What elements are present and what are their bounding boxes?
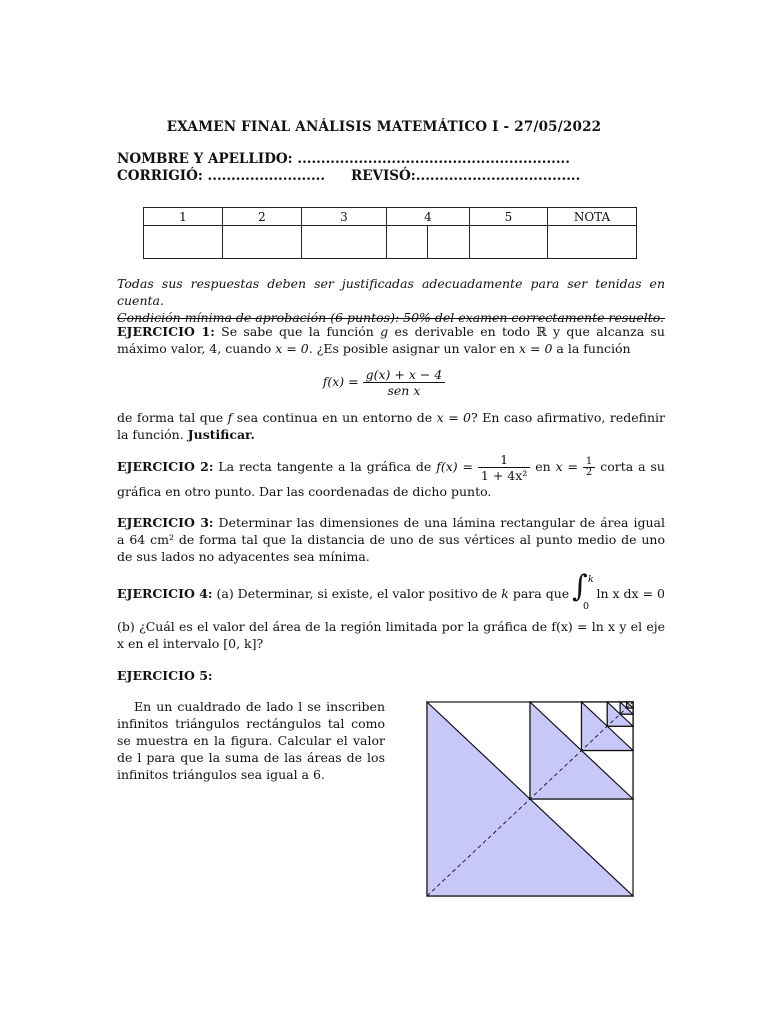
ej2-half	[583, 457, 595, 478]
ej2-xeq: x =	[555, 459, 579, 474]
figure-drawing	[427, 702, 633, 896]
exercise-1-label: EJERCICIO 1:	[117, 324, 215, 339]
ej1-x0c: x = 0	[436, 410, 472, 425]
exercise-2-label: EJERCICIO 2:	[117, 459, 214, 474]
ej1-text-c: . ¿Es posible asignar un valor en	[308, 341, 516, 356]
integral-sign-icon: ∫	[572, 569, 588, 604]
ej2-text-a: La recta tangente a la gráfica de	[218, 459, 432, 474]
ej4-text-a: (a) Determinar, si existe, el valor positivo de	[216, 586, 498, 601]
ej2-fx: f(x) =	[436, 459, 474, 474]
ej1-x0b: x = 0	[519, 341, 553, 356]
exercise-4b: (b) ¿Cuál es el valor del área de la región limitada por la gráfica de f(x) = ln x y el eje x en el intervalo [0, k]?	[117, 619, 665, 651]
grade-cell-4b[interactable]	[428, 226, 470, 259]
grades-header-row	[144, 208, 637, 226]
ej1-var-g: g	[380, 324, 389, 339]
grades-table	[143, 207, 637, 259]
grade-cell-nota[interactable]	[548, 226, 637, 259]
ej1-text-g: ? En caso afirmativo, redefinir la función.	[117, 410, 665, 442]
ej1-fx: f(x) =	[322, 374, 359, 389]
ej4-integrand: ln x dx = 0	[596, 586, 665, 601]
grades-col-2: 2	[223, 208, 302, 226]
exam-title: EXAMEN FINAL ANÁLISIS MATEMÁTICO I - 27/05/2022	[166, 119, 602, 135]
grades-col-4: 4	[387, 208, 470, 226]
exercise-1-question	[117, 409, 665, 443]
ej1-text-d: a la función	[556, 341, 631, 356]
ej2-text-c: corta a su gráfica en otro punto. Dar las coordenadas de dicho punto.	[117, 459, 665, 499]
grade-cell-5[interactable]	[470, 226, 548, 259]
ej4-int-lower: 0	[583, 601, 590, 612]
ej1-fraction	[363, 367, 446, 398]
grade-cell-1[interactable]	[144, 226, 223, 259]
divider-rule	[117, 318, 665, 319]
exercise-5-label: EJERCICIO 5:	[117, 668, 213, 683]
ej2-half-den: 2	[585, 467, 593, 478]
grades-col-nota: NOTA	[548, 208, 637, 226]
grades-score-row	[144, 226, 637, 259]
ej2-half-num: 1	[583, 457, 595, 468]
ej1-var-f: f	[227, 410, 233, 425]
grade-cell-2[interactable]	[223, 226, 302, 259]
grade-cell-3[interactable]	[302, 226, 387, 259]
grades-col-3: 3	[302, 208, 387, 226]
ej1-denominator: sen x	[387, 383, 421, 398]
ej4-text-b: para que	[512, 586, 570, 601]
instructions-line-2: Condición mínima de aprobación (6 puntos): 50% del examen correctamente resuelto.	[117, 310, 665, 325]
ej1-text-a: Se sabe que la función	[221, 324, 374, 339]
nested-triangles-figure	[420, 696, 640, 900]
ej4-int-upper: k	[588, 574, 594, 585]
ej2-denominator: 1 + 4x²	[480, 468, 528, 483]
ej1-x0: x = 0	[275, 341, 309, 356]
exercise-3-label: EJERCICIO 3:	[117, 515, 214, 530]
grade-cell-4a[interactable]	[387, 226, 428, 259]
exercise-4-label: EJERCICIO 4:	[117, 586, 213, 601]
ej1-text-f: sea continua en un entorno de	[236, 410, 433, 425]
exercise-4a	[117, 569, 665, 612]
instructions-line-1: Todas sus respuestas deben ser justificadas adecuadamente para ser tenidas en cuenta.	[117, 276, 665, 308]
ej1-formula	[0, 367, 768, 398]
ej2-numerator: 1	[478, 452, 530, 468]
ej1-numerator: g(x) + x − 4	[363, 367, 446, 383]
exercise-2	[117, 452, 665, 501]
grades-col-1: 1	[144, 208, 223, 226]
ej3-text: Determinar las dimensiones de una lámina rectangular de área igual a 64 cm² de forma tal que la distancia de uno de sus vértices al punto medio de uno de sus lados no adyacentes sea mínima.	[117, 515, 665, 564]
exercise-3	[117, 514, 665, 565]
corrigio-field: CORRIGIÓ: .........................	[117, 168, 326, 184]
ej4-var-k: k	[501, 586, 509, 601]
ej1-justificar: Justificar.	[187, 427, 255, 442]
ej2-text-b: en	[535, 459, 551, 474]
ej1-text-e: de forma tal que	[117, 410, 224, 425]
name-field: NOMBRE Y APELLIDO: ..........................................................	[117, 151, 570, 167]
exercise-1-intro	[117, 323, 665, 357]
ej1-text-b: es derivable en todo ℝ y que alcanza su máximo valor, 4, cuando	[117, 324, 665, 356]
reviso-field: REVISÓ:...................................	[351, 168, 581, 184]
exercise-5-text: En un cualdrado de lado l se inscriben infinitos triángulos rectángulos tal como se muestra en la figura. Calcular el valor de l para que la suma de las áreas de los infinitos triángulos sea igual a 6.	[117, 699, 385, 782]
grades-col-5: 5	[470, 208, 548, 226]
ej2-fraction	[478, 452, 530, 483]
